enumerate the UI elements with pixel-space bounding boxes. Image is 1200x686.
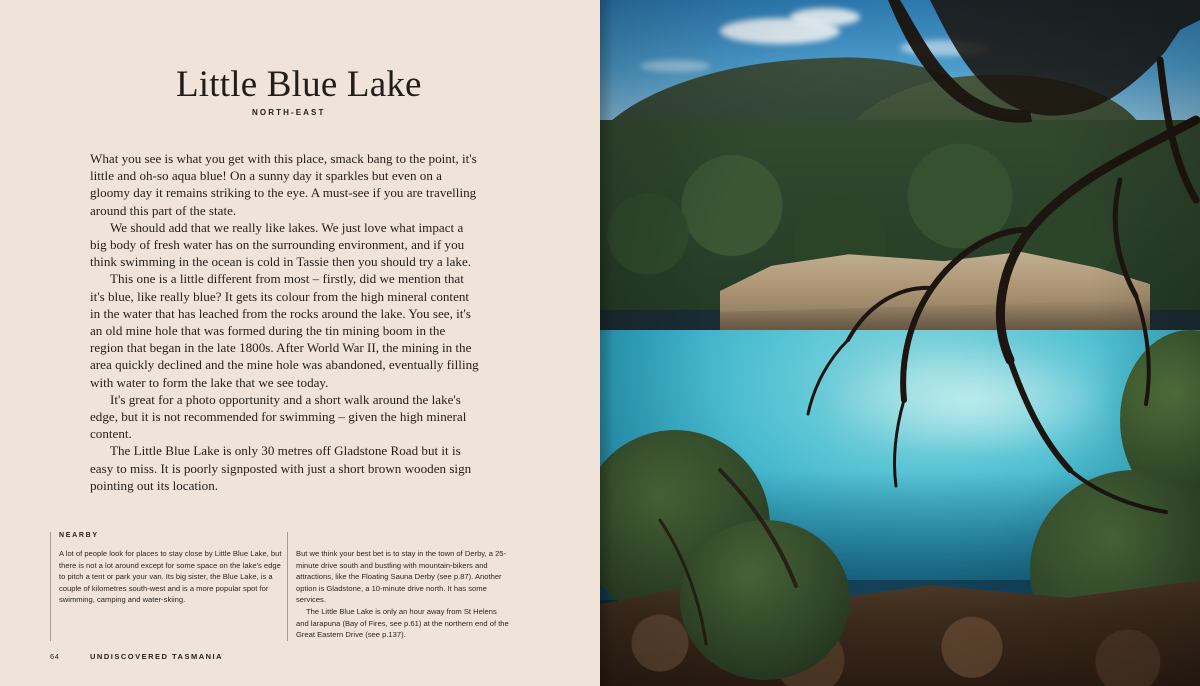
nearby-column-one bbox=[50, 532, 287, 641]
nearby-column-two bbox=[287, 532, 510, 641]
body-paragraph: This one is a little different from most – firstly, did we mention that it's blue, like really blue? It gets its colour from the high mineral content in the water that has leached from the rocks around the lake. You see, it's an old mine hole that was formed during the tin mining boom in the region that began in the late 1800s. After World War II, the mining in the area quickly declined and the mine hole was abandoned, eventually filling with water to form the lake that we see today. bbox=[90, 271, 479, 390]
nearby-label: NEARBY bbox=[59, 532, 99, 539]
folio-number: 64 bbox=[50, 652, 60, 661]
body-copy bbox=[90, 150, 480, 494]
right-page bbox=[600, 0, 1200, 686]
nearby-paragraph: But we think your best bet is to stay in the town of Derby, a 25-minute drive south and bustling with mountain-bikers and attractions, like the Floating Sauna Derby (see p.87). Another option is Gladstone, a 10-minute drive north. It has some services. bbox=[296, 549, 507, 605]
region-label: NORTH-EAST bbox=[252, 108, 326, 117]
body-paragraph: What you see is what you get with this place, smack bang to the point, it's little and oh-so aqua blue! On a sunny day it sparkles but even on a gloomy day it remains striking to the eye. A must-see if you are travelling around this part of the state. bbox=[90, 151, 477, 218]
nearby-column-two-text bbox=[296, 548, 510, 641]
nearby-column-two-spacer bbox=[296, 532, 510, 548]
nearby-paragraph: The Little Blue Lake is only an hour away from St Helens and larapuna (Bay of Fires, see p.61) at the northern end of the Great Eastern Drive (see p.137). bbox=[296, 606, 509, 640]
running-head: UNDISCOVERED TASMANIA bbox=[90, 652, 224, 661]
body-paragraph: It's great for a photo opportunity and a short walk around the lake's edge, but it is not recommended for swimming – given the high mineral content. bbox=[90, 391, 467, 442]
nearby-section bbox=[50, 532, 510, 641]
lake-photograph bbox=[600, 0, 1200, 686]
page-title: Little Blue Lake bbox=[176, 63, 422, 105]
body-paragraph: The Little Blue Lake is only 30 metres off Gladstone Road but it is easy to miss. It is poorly signposted with just a short brown wooden sign pointing out its location. bbox=[90, 443, 472, 493]
page-footer bbox=[50, 652, 223, 661]
photo-vignette bbox=[600, 0, 1200, 686]
body-paragraph: We should add that we really like lakes. We just love what impact a big body of fresh water has on the surrounding environment, and if you think swimming in the ocean is cold in Tassie then you should try a lake. bbox=[90, 219, 472, 270]
nearby-column-one-text bbox=[59, 548, 287, 606]
nearby-paragraph: A lot of people look for places to stay close by Little Blue Lake, but there is not a lot around except for some space on the lake's edge to pitch a tent or park your van. Its big sister, the Blue Lake, is a couple of kilometres south-west and is a more popular spot for swimming, camping and water-skiing. bbox=[59, 549, 282, 605]
